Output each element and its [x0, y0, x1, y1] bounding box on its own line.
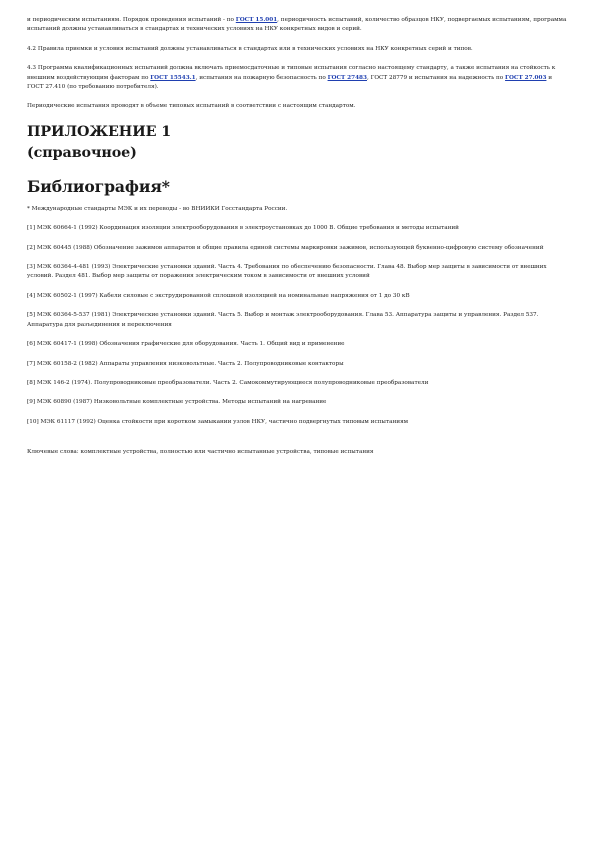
intro-paragraph-4: Периодические испытания проводят в объеме типовых испытаний в соответствии с настоящим стандартом.	[27, 103, 356, 110]
bibliography-item-1: [1] МЭК 60664-1 (1992) Координация изоляции электрооборудования в электроустановках до 1000 В. Общие требования и методы испытаний	[27, 225, 459, 232]
appendix-subtitle: (справочное)	[27, 144, 137, 161]
bibliography-note: * Международные стандарты МЭК и их переводы - во ВНИИКИ Госстандарта России.	[27, 205, 288, 212]
bibliography-item-7: [7] МЭК 60158-2 (1982) Аппараты управления низковольтные. Часть 2. Полупроводниковые контакторы	[27, 360, 344, 367]
bibliography-item-4: [4] МЭК 60502-1 (1997) Кабели силовые с экструдированной сплошной изоляцией на номинальные напряжения от 1 до 30 кВ	[27, 292, 410, 299]
bibliography-item-8: [8] МЭК 146-2 (1974). Полупроводниковые преобразователи. Часть 2. Самокоммутирующиеся полупроводниковые преобразователи	[27, 379, 429, 386]
gost-link-27-003[interactable]: ГОСТ 27.003	[505, 74, 547, 81]
bibliography-list	[27, 224, 567, 427]
bibliography-item-10: [10] МЭК 61117 (1992) Оценка стойкости при коротком замыкании узлов НКУ, частично подвергнутых типовым испытаниям	[27, 418, 409, 425]
gost-link-27483[interactable]: ГОСТ 27483	[327, 74, 367, 81]
intro-paragraph-2: 4.2 Правила приемки и условия испытаний должны устанавливаться в стандартах или в технических условиях на НКУ конкретных серий и типов.	[27, 45, 473, 52]
bibliography-item-3: [3] МЭК 60364-4-481 (1993) Электрические установки зданий. Часть 4. Требования по обеспечению безопасности. Глава 48. Выбор мер защиты в зависимости от внешних условий. Раздел 481. Выбор мер защиты от поражения электрическим током в зависимости от внешних условий	[27, 264, 547, 280]
keywords: Ключевые слова: комплектные устройства, полностью или частично испытанные устройства, типовые испытания	[27, 449, 374, 456]
intro-paragraph-1: и периодическим испытаниям. Порядок проведения испытаний - по ГОСТ 15.001, периодичность испытаний, количество образцов НКУ, подвергаемых испытаниям, программа испытаний должны устанавливаться в стандартах и технических условиях на НКУ конкретных видов и серий.	[27, 17, 567, 33]
bibliography-item-6: [6] МЭК 60417-1 (1998) Обозначения графические для оборудования. Часть 1. Общий вид и применение	[27, 341, 345, 348]
appendix-title: ПРИЛОЖЕНИЕ 1	[27, 123, 172, 140]
bibliography-item-9: [9] МЭК 60890 (1987) Низковольтные комплектные устройства. Методы испытаний на нагревание	[27, 399, 327, 406]
gost-link-15-001[interactable]: ГОСТ 15.001	[235, 17, 278, 23]
gost-link-15543-1[interactable]: ГОСТ 15543.1	[150, 74, 196, 81]
document-page	[27, 16, 567, 458]
bibliography-item-5: [5] МЭК 60364-5-537 (1981) Электрические установки зданий. Часть 5. Выбор и монтаж электрооборудования. Глава 53. Аппаратура защиты и управления. Раздел 537. Аппаратура для разъединения и переключения	[27, 312, 539, 328]
intro-paragraph-3: 4.3 Программа квалификационных испытаний должна включать приемосдаточные и типовые испытания согласно настоящему стандарту, а также испытания на стойкость к внешним воздействующим факторам по ГОСТ 15543.1, испытания на пожарную безопасность по ГОСТ 27483, ГОСТ 28779 и испытания на надежность по ГОСТ 27.003 и ГОСТ 27.410 (по требованию потребителя).	[27, 65, 556, 91]
bibliography-item-2: [2] МЭК 60445 (1988) Обозначение зажимов аппаратов и общие правила единой системы маркировки зажимов, использующей буквенно-цифровую систему обозначений	[27, 244, 544, 251]
bibliography-title: Библиография*	[27, 176, 170, 196]
